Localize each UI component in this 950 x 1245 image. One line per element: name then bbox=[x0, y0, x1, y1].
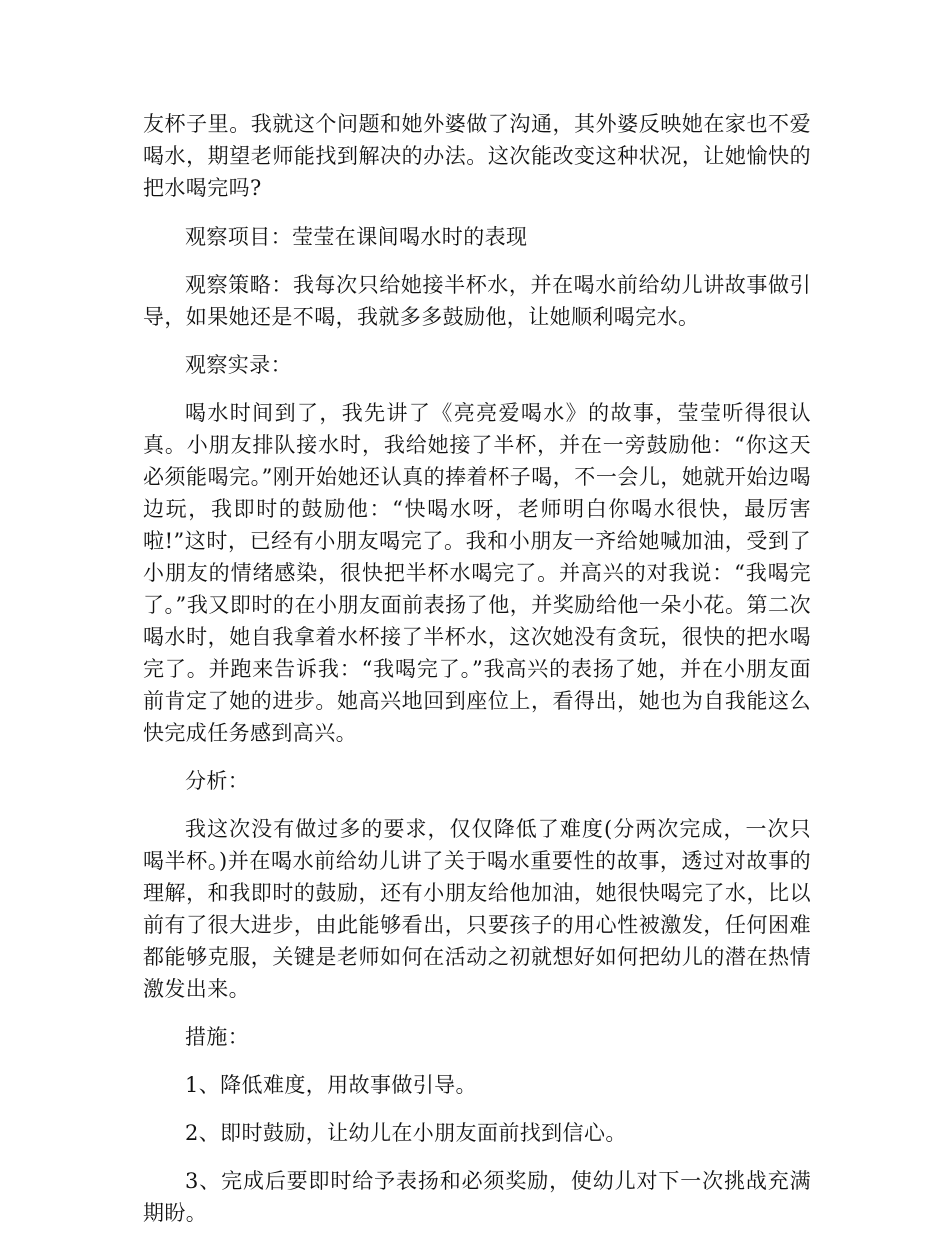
measure-item-2: 2、即时鼓励，让幼儿在小朋友面前找到信心。 bbox=[185, 1121, 627, 1145]
paragraph-observation-item: 观察项目：莹莹在课间喝水时的表现 bbox=[185, 225, 528, 249]
heading-observation-record: 观察实录： bbox=[185, 353, 292, 377]
heading-measures: 措施： bbox=[185, 1025, 250, 1049]
heading-analysis: 分析： bbox=[185, 769, 250, 793]
document-body bbox=[143, 108, 811, 1245]
paragraph-continuation: 友杯子里。我就这个问题和她外婆做了沟通，其外婆反映她在家也不爱喝水，期望老师能找到解决的办法。这次能改变这种状况，让她愉快的把水喝完吗? bbox=[143, 112, 811, 200]
measure-item-3: 3、完成后要即时给予表扬和必须奖励，使幼儿对下一次挑战充满期盼。 bbox=[143, 1169, 811, 1225]
paragraph-observation-strategy: 观察策略：我每次只给她接半杯水，并在喝水前给幼儿讲故事做引导，如果她还是不喝，我就多多鼓励他，让她顺利喝完水。 bbox=[143, 273, 811, 329]
paragraph-observation-record: 喝水时间到了，我先讲了《亮亮爱喝水》的故事，莹莹听得很认真。小朋友排队接水时，我给她接了半杯，并在一旁鼓励他：“你这天必须能喝完。”刚开始她还认真的捧着杯子喝，不一会儿，她就开始边喝边玩，我即时的鼓励他：“快喝水呀，老师明白你喝水很快，最厉害啦!”这时，已经有小朋友喝完了。我和小朋友一齐给她喊加油，受到了小朋友的情绪感染，很快把半杯水喝完了。并高兴的对我说：“我喝完了。”我又即时的在小朋友面前表扬了他，并奖励给他一朵小花。第二次喝水时，她自我拿着水杯接了半杯水，这次她没有贪玩，很快的把水喝完了。并跑来告诉我：“我喝完了。”我高兴的表扬了她，并在小朋友面前肯定了她的进步。她高兴地回到座位上，看得出，她也为自我能这么快完成任务感到高兴。 bbox=[143, 401, 811, 745]
measure-item-1: 1、降低难度，用故事做引导。 bbox=[185, 1073, 477, 1097]
paragraph-analysis: 我这次没有做过多的要求，仅仅降低了难度(分两次完成，一次只喝半杯。)并在喝水前给幼儿讲了关于喝水重要性的故事，透过对故事的理解，和我即时的鼓励，还有小朋友给他加油，她很快喝完了水，比以前有了很大进步，由此能够看出，只要孩子的用心性被激发，任何困难都能够克服，关键是老师如何在活动之初就想好如何把幼儿的潜在热情激发出来。 bbox=[143, 817, 811, 1001]
